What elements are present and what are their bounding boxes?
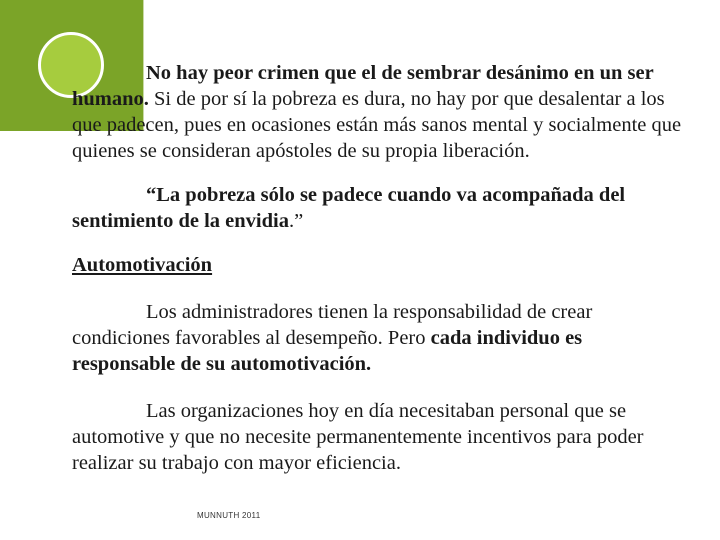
paragraph-crimen bbox=[72, 60, 687, 164]
quote-pobreza bbox=[72, 182, 687, 234]
section-heading bbox=[72, 252, 687, 278]
paragraph-crimen-text: Si de por sí la pobreza es dura, no hay por que desalentar a los que padecen, pues en ocasiones están más sanos mental y socialmente que quienes se consideran apóstoles de su propia liberación. bbox=[72, 88, 682, 162]
paragraph-organizaciones: Las organizaciones hoy en día necesitaban personal que se automotive y que no necesite permanentemente incentivos para poder realizar su trabajo con mayor eficiencia. bbox=[72, 400, 644, 474]
paragraph-administradores bbox=[72, 299, 687, 377]
quote-text: La pobreza sólo se padece cuando va acompañada del sentimiento de la envidia bbox=[72, 184, 626, 232]
section-heading-text: Automotivación bbox=[72, 254, 213, 276]
quote-close-mark: .” bbox=[288, 210, 304, 232]
paragraph-crimen-bold: No hay peor crimen que el de sembrar desánimo en un ser humano. bbox=[72, 62, 654, 110]
slide-body bbox=[72, 60, 687, 476]
footer-text: MUNNUTH 2011 bbox=[197, 511, 261, 520]
paragraph-administradores-bold: cada individuo es responsable de su automotivación. bbox=[72, 327, 583, 375]
quote-open-mark: “ bbox=[146, 184, 157, 206]
paragraph-administradores-text: Los administradores tienen la responsabilidad de crear condiciones favorables al desempeño. Pero bbox=[72, 301, 593, 349]
